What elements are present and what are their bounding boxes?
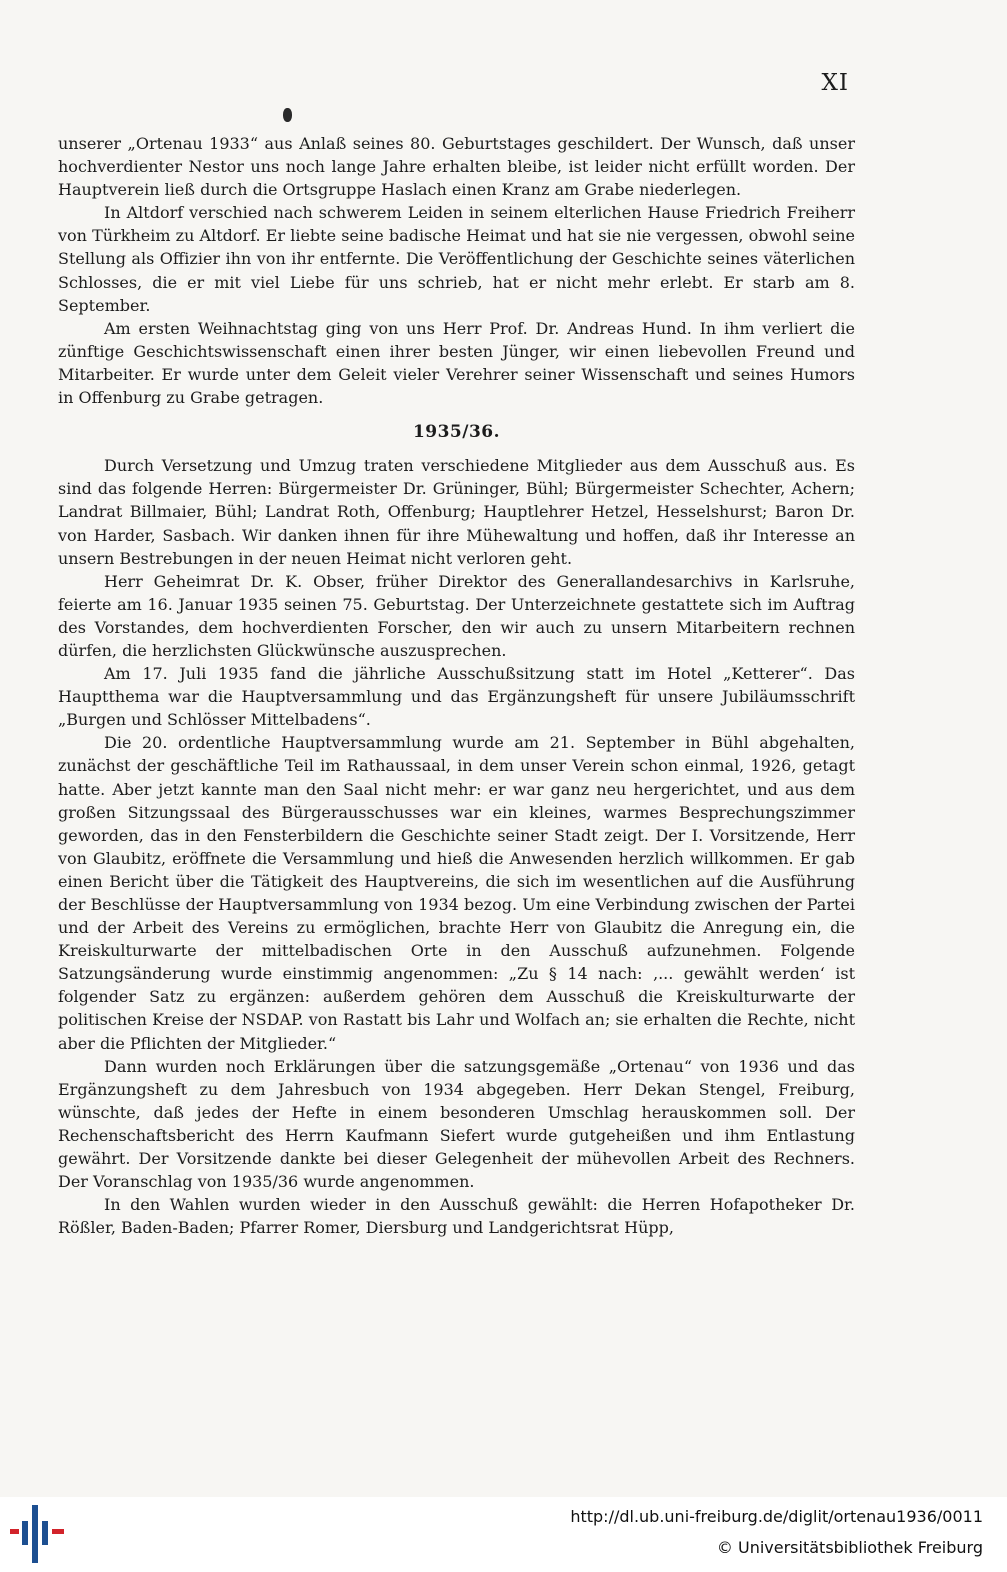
paragraph-3: Am ersten Weihnachtstag ging von uns Herr Prof. Dr. Andreas Hund. In ihm verliert die zünftige Geschichtswissenschaft einen ihrer besten Jünger, wir einen liebevollen Freund und Mitarbeiter. Er wurde unter dem Geleit vieler Verehrer seiner Wissenschaft und seines Humors in Offenburg zu Grabe getragen. [58, 318, 855, 408]
paragraph-5: Herr Geheimrat Dr. K. Obser, früher Direktor des Generallandesarchivs in Karlsruhe, feierte am 16. Januar 1935 seinen 75. Geburtstag. Der Unterzeichnete gestattete sich im Auftrag des Vorstandes, dem hochverdienten Forscher, den wir auch zu unsern Mitarbeitern rechnen dürfen, die herzlichsten Glückwünsche auszusprechen. [58, 571, 855, 660]
page-body [58, 132, 855, 1239]
ink-blot [283, 108, 292, 122]
paragraph-1: unserer „Ortenau 1933“ aus Anlaß seines 80. Geburtstages geschildert. Der Wunsch, daß unser hochverdienter Nestor uns noch lange Jahre erhalten bleibe, ist leider nicht erfüllt worden. Der Hauptverein ließ durch die Ortsgruppe Haslach einen Kranz am Grabe niederlegen. [58, 134, 855, 200]
paragraph-4: Durch Versetzung und Umzug traten verschiedene Mitglieder aus dem Ausschuß aus. Es sind das folgende Herren: Bürgermeister Dr. Grüninger, Bühl; Bürgermeister Schechter, Achern; Landrat Billmaier, Bühl; Landrat Roth, Offenburg; Hauptlehrer Hetzel, Hesselshurst; Baron Dr. von Harder, Sasbach. Wir danken ihnen für ihre Mühewaltung und hoffen, daß ihr Interesse an unsern Bestrebungen in der neuen Heimat nicht verloren geht. [58, 456, 855, 568]
section-heading: 1935/36. [412, 422, 501, 443]
copyright-notice: © Universitätsbibliothek Freiburg [716, 1538, 983, 1557]
permalink-url[interactable]: http://dl.ub.uni-freiburg.de/diglit/ortenau1936/0011 [570, 1507, 983, 1526]
paragraph-7: Die 20. ordentliche Hauptversammlung wurde am 21. September in Bühl abgehalten, zunächst der geschäftliche Teil im Rathaussaal, in dem unser Verein schon einmal, 1926, getagt hatte. Aber jetzt kannte man den Saal nicht mehr: er war ganz neu hergerichtet, und aus dem großen Sitzungssaal des Bürgerausschusses war ein kleines, warmes Besprechungszimmer geworden, das in den Fensterbildern die Geschichte seiner Stadt zeigt. Der I. Vorsitzende, Herr von Glaubitz, eröffnete die Versammlung und hieß die Anwesenden herzlich willkommen. Er gab einen Bericht über die Tätigkeit des Hauptvereins, die sich im wesentlichen auf die Ausführung der Beschlüsse der Hauptversammlung von 1934 bezog. Um eine Verbindung zwischen der Partei und der Arbeit des Vereins zu ermöglichen, brachte Herr von Glaubitz die Anregung ein, die Kreiskulturwarte der mittelbadischen Orte in den Ausschuß aufzunehmen. Folgende Satzungsänderung wurde einstimmig angenommen: „Zu § 14 nach: ‚... gewählt werden‘ ist folgender Satz zu ergänzen: außerdem gehören dem Ausschuß die Kreiskulturwarte der politischen Kreise der NSDAP. von Rastatt bis Lahr und Wolfach an; sie erhalten die Rechte, nicht aber die Pflichten der Mitglieder.“ [58, 733, 855, 1053]
footer-bar [0, 1497, 1007, 1572]
paragraph-8: Dann wurden noch Erklärungen über die satzungsgemäße „Ortenau“ von 1936 und das Ergänzungsheft zu dem Jahresbuch von 1934 abgegeben. Herr Dekan Stengel, Freiburg, wünschte, daß jedes der Hefte in einem besonderen Umschlag herauskommen soll. Der Rechenschaftsbericht des Herrn Kaufmann Siefert wurde gutgeheißen und ihm Entlastung gewährt. Der Vorsitzende dankte bei dieser Gelegenheit der mühevollen Arbeit des Rechners. Der Voranschlag von 1935/36 wurde angenommen. [58, 1056, 855, 1192]
paragraph-9: In den Wahlen wurden wieder in den Ausschuß gewählt: die Herren Hofapotheker Dr. Rößler, Baden-Baden; Pfarrer Romer, Diersburg und Landgerichtsrat Hüpp, [58, 1195, 855, 1238]
ub-freiburg-logo-icon [10, 1503, 66, 1563]
paragraph-6: Am 17. Juli 1935 fand die jährliche Ausschußsitzung statt im Hotel „Ketterer“. Das Hauptthema war die Hauptversammlung und das Ergänzungsheft für unsere Jubiläumsschrift „Burgen und Schlösser Mittelbadens“. [58, 664, 855, 730]
paragraph-2: In Altdorf verschied nach schwerem Leiden in seinem elterlichen Hause Friedrich Freiherr von Türkheim zu Altdorf. Er liebte seine badische Heimat und hat sie nie vergessen, obwohl seine Stellung als Offizier ihn von ihr entfernte. Die Veröffentlichung der Geschichte seines väterlichen Schlosses, die er mit viel Liebe für uns schrieb, hat er nicht mehr erlebt. Er starb am 8. September. [58, 203, 855, 315]
page-number: XI [821, 70, 849, 96]
